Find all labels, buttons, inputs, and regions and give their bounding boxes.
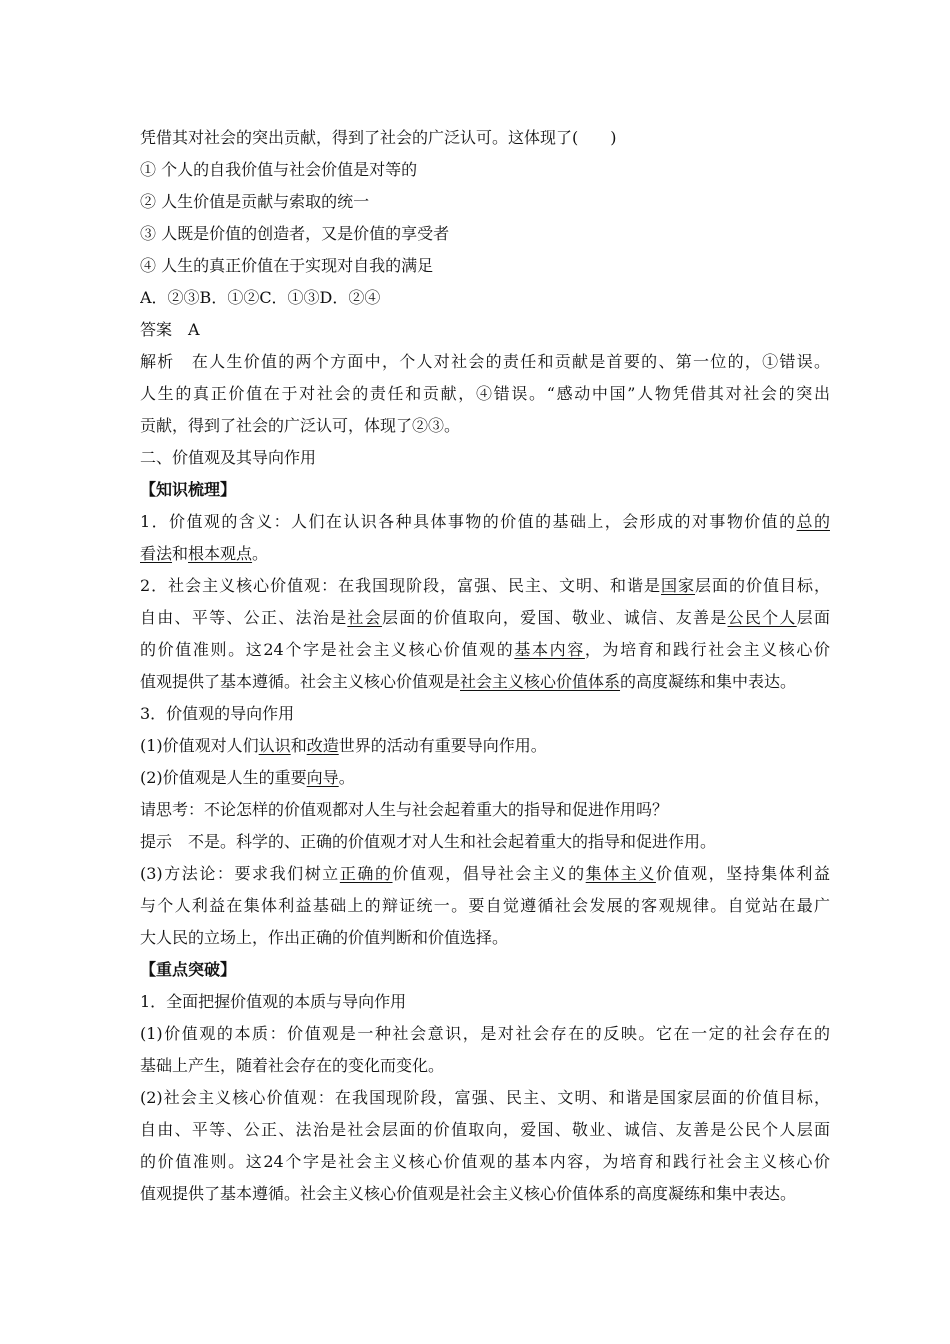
analysis-line: 人生的真正价值在于对社会的责任和贡献，④错误。“感动中国”人物凭借其对社会的突出 [140, 384, 830, 403]
core-values-line: 的价值准则。这24个字是社会主义核心价值观的基本内容，为培育和践行社会主义核心价 [140, 640, 830, 659]
methodology-paragraph [140, 858, 830, 954]
focus-point-1: 1．全面把握价值观的本质与导向作用 [140, 992, 407, 1011]
blank-answer: 国家 [661, 576, 696, 595]
blank-answer: 向导 [306, 768, 339, 787]
analysis-paragraph [140, 346, 830, 442]
option-3: ③ 人既是价值的创造者，又是价值的享受者 [140, 224, 450, 243]
core-values-repeat-paragraph [140, 1082, 830, 1210]
essence-line: (1)价值观的本质：价值观是一种社会意识，是对社会存在的反映。它在一定的社会存在的 [140, 1024, 830, 1043]
option-2: ② 人生价值是贡献与索取的统一 [140, 192, 370, 211]
guidance-point-1: (1)价值观对人们认识和改造世界的活动有重要导向作用。 [140, 736, 547, 755]
answer: 答案 A [140, 320, 200, 339]
blank-answer: 看法 [140, 544, 173, 563]
hint: 提示 不是。科学的、正确的价值观才对人生和社会起着重大的指导和促进作用。 [140, 832, 717, 851]
knowledge-heading: 【知识梳理】 [140, 480, 237, 499]
option-4: ④ 人生的真正价值在于实现对自我的满足 [140, 256, 434, 275]
guidance-point-2: (2)价值观是人生的重要向导。 [140, 768, 355, 787]
document-body [140, 122, 830, 1210]
essence-line: 基础上产生，随着社会存在的变化而变化。 [140, 1056, 445, 1075]
option-1: ① 个人的自我价值与社会价值是对等的 [140, 160, 418, 179]
core-values-line: 2．社会主义核心价值观：在我国现阶段，富强、民主、文明、和谐是国家层面的价值目标， [140, 576, 830, 595]
definition-line: 1．价值观的含义：人们在认识各种具体事物的价值的基础上，会形成的对事物价值的总的 [140, 512, 830, 531]
blank-answer: 集体主义 [585, 864, 656, 883]
core-values-repeat-line: (2)社会主义核心价值观：在我国现阶段，富强、民主、文明、和谐是国家层面的价值目标， [140, 1088, 830, 1107]
methodology-line: 与个人利益在集体利益基础上的辩证统一。要自觉遵循社会发展的客观规律。自觉站在最广 [140, 896, 830, 915]
blank-answer: 根本观点 [188, 544, 253, 563]
blank-answer: 基本内容 [514, 640, 585, 659]
think-question: 请思考：不论怎样的价值观都对人生与社会起着重大的指导和促进作用吗？ [140, 800, 669, 819]
blank-answer: 社会 [347, 608, 382, 627]
analysis-line: 贡献，得到了社会的广泛认可，体现了②③。 [140, 416, 461, 435]
question-stem: 凭借其对社会的突出贡献，得到了社会的广泛认可。这体现了( ) [140, 128, 617, 147]
focus-heading: 【重点突破】 [140, 960, 237, 979]
blank-answer: 改造 [306, 736, 339, 755]
blank-answer: 总的 [796, 512, 830, 531]
section-heading: 二、价值观及其导向作用 [140, 448, 317, 467]
core-values-repeat-line: 自由、平等、公正、法治是社会层面的价值取向，爱国、敬业、诚信、友善是公民个人层面 [140, 1120, 830, 1139]
definition-paragraph [140, 506, 830, 570]
guidance-heading: 3．价值观的导向作用 [140, 704, 295, 723]
analysis-line: 解析 在人生价值的两个方面中，个人对社会的责任和贡献是首要的、第一位的，①错误。 [140, 352, 830, 371]
core-values-line: 自由、平等、公正、法治是社会层面的价值取向，爱国、敬业、诚信、友善是公民个人层面 [140, 608, 830, 627]
definition-line: 看法和根本观点。 [140, 544, 269, 563]
answer-choices: A．②③B．①②C．①③D．②④ [140, 288, 381, 307]
blank-answer: 认识 [258, 736, 291, 755]
core-values-paragraph [140, 570, 830, 698]
blank-answer: 社会主义核心价值体系 [460, 672, 621, 691]
core-values-repeat-line: 的价值准则。这24个字是社会主义核心价值观的基本内容，为培育和践行社会主义核心价 [140, 1152, 830, 1171]
core-values-repeat-line: 值观提供了基本遵循。社会主义核心价值观是社会主义核心价值体系的高度凝练和集中表达。 [140, 1184, 797, 1203]
methodology-line: (3)方法论：要求我们树立正确的价值观，倡导社会主义的集体主义价值观，坚持集体利益 [140, 864, 830, 883]
blank-answer: 公民个人 [727, 608, 797, 627]
essence-paragraph [140, 1018, 830, 1082]
blank-answer: 正确的 [339, 864, 393, 883]
core-values-line: 值观提供了基本遵循。社会主义核心价值观是社会主义核心价值体系的高度凝练和集中表达。 [140, 672, 797, 691]
methodology-line: 大人民的立场上，作出正确的价值判断和价值选择。 [140, 928, 509, 947]
